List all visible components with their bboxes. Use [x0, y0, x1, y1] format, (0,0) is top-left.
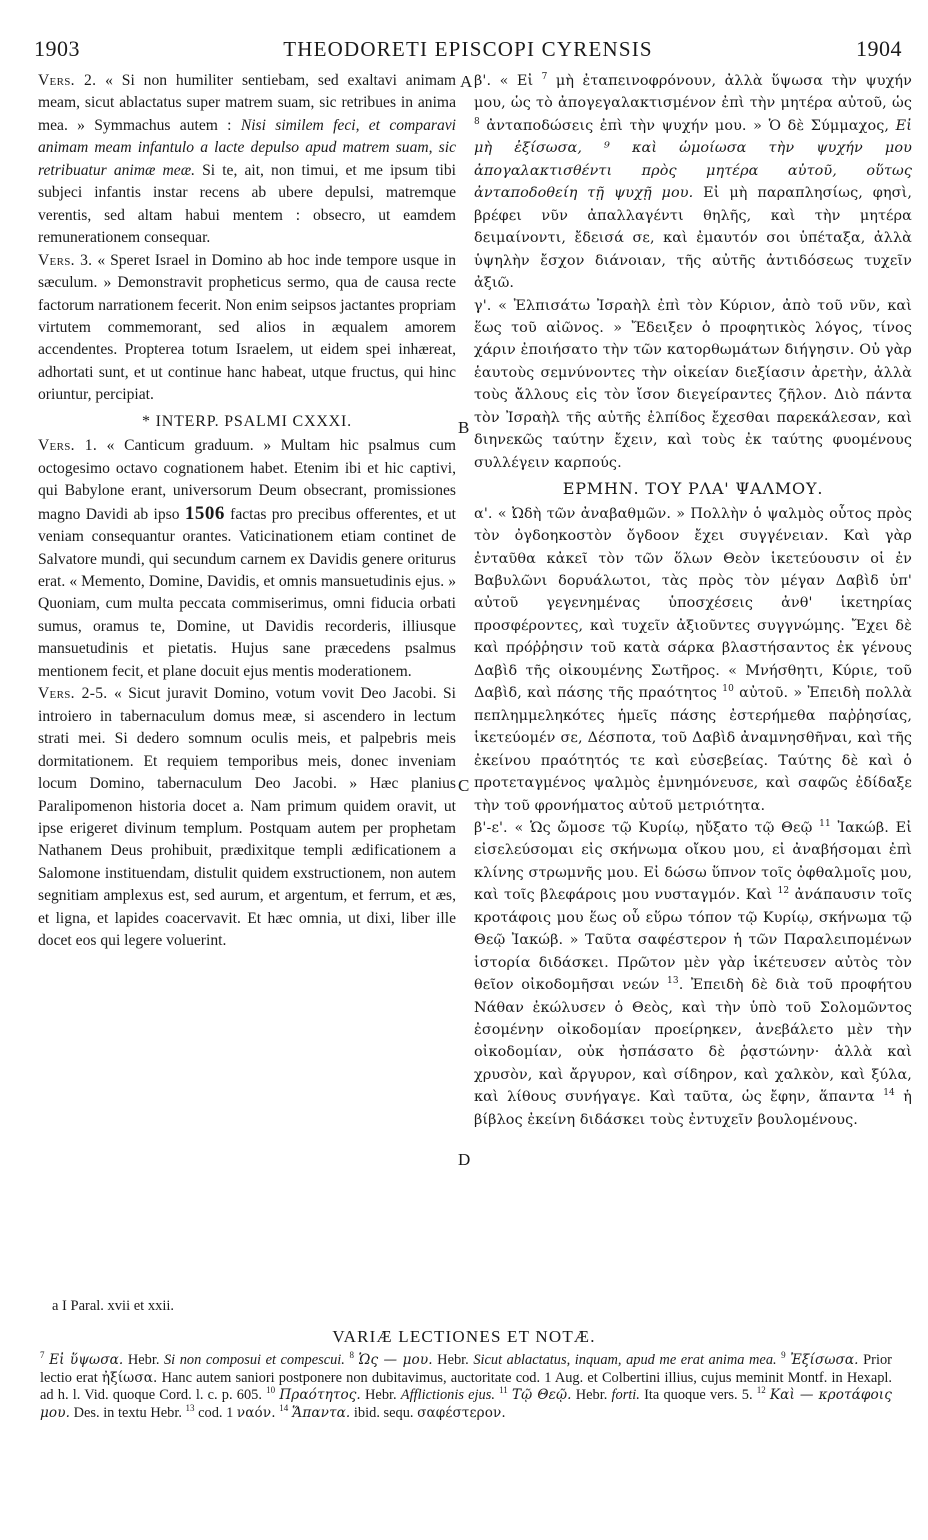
note-number: 13: [185, 1402, 195, 1413]
note-text: Ita quoque vers. 5.: [639, 1387, 757, 1404]
verse-label: Vers. 3.: [38, 251, 93, 269]
verse-italic: Nisi similem feci, et comparavi animam meam infantulo a lacte depulso apud matrem suam, sic retribuatur animæ meæ.: [38, 116, 457, 179]
note-text: ibid. sequ.: [350, 1404, 418, 1421]
left-page-number: 1903: [34, 36, 80, 61]
note-number: 7: [40, 1350, 45, 1361]
note-number: 10: [266, 1385, 276, 1396]
note-italic: Sicut ablactatus, inquam, apud me erat anima mea.: [473, 1352, 777, 1368]
verse-text: Εἰ μὴ παραπλησίως, φησὶ, βρέφει νῦν ἀπαλλαγέντι θηλῆς, καὶ τὴν μητέρα δειμαίνοντι, ἔδεισά σε, καὶ ἐμαυτόν σοι ὑπέταξα, ἀλλὰ ὑψηλὴν ἔσχον διάνοιαν, τῆς αὐτῆς ἀντιδόσεως τυχεῖν ἀξιῶ.: [474, 185, 913, 292]
greek-column: [474, 70, 912, 1131]
note-ref: 10: [722, 684, 734, 695]
note-italic: Afflictionis ejus.: [400, 1387, 495, 1404]
verse-text: « Canticum graduum. » Multam hic psalmus cum octogesimo octavo cognationem habet. Etenim ibi et hic captivi, qui Babylone erant, universorum Deum obsecrant, promissiones magno Davidi ab ipso: [38, 437, 456, 523]
latin-column: [38, 70, 456, 953]
verse-text: Si te, ait, non timui, et me ipsum tibi subjeci infantis instar recens ab ubere depulsi, matremque verentis, sed altam habui mentem : obsecro, ut eamdem remunerationem consequar.: [38, 161, 456, 247]
note-lemma: Καὶ — κροτάφοις μου.: [40, 1387, 892, 1421]
verse-text: μὴ ἐταπεινοφρόνουν, ἀλλὰ ὕψωσα τὴν ψυχήν μου, ὡς τὸ ἀπογεγαλακτισμένον ἐπὶ τὴν μητέρα αὐτοῦ, ὡς: [474, 73, 912, 112]
note-ref: 8: [474, 117, 480, 128]
note-ref: 14: [883, 1088, 895, 1099]
note-ref: 12: [777, 886, 790, 897]
verse-label: Vers. 1.: [38, 437, 98, 455]
verse-text: « Ὡς ὤμοσε τῷ Κυρίῳ, ηὔξατο τῷ Θεῷ: [507, 819, 820, 836]
note-lemma: Εἰ ὕψωσα.: [49, 1352, 124, 1368]
verse-text: factas pro precibus offerentes, et ut veniam consequantur orantes. Vaticinationem etiam continet de Salvatore mundi, qui secundum carnem ex Davidis genere oriturus erat. « Memento, Domine, Davidis, et omnis mansuetudinis ejus. » Quoniam, cum multa peccata commiserimus, omni fiducia orbati sumus, oramus te, Domine, ut Davidis recorderis, illiusque mansuetudinis et pietatis. Hujus sane præcedens psalmus mentionem fecit, et plane docuit ejus mentis moderationem.: [38, 505, 456, 680]
verse-text: « Ὠδὴ τῶν ἀναβαθμῶν. » Πολλὴν ὁ ψαλμὸς οὗτος πρὸς τὸν ὀγδοηκοστὸν ὄγδοον ἔχει συγγένειαν. Καὶ γὰρ ἐνταῦθα κἀκεῖ τὸν τῶν ὅλων Θεὸν ἱκετεύουσιν οἱ ἐν Βαβυλῶνι δορυάλωτοι, τὰς πρὸς τὸν μέγαν Δαβὶδ ὑπ' αὐτοῦ γεγενημένας ὑποσχέσεις ἀνθ' ἱκετηρίας προσφέροντες, καὶ τυχεῖν ἀξιοῦντες συγγνώμης. Ἔχει δὲ καὶ πρόῤῥησιν τοῦ κατὰ σάρκα βλαστήσαντος ἐκ γένους Δαβὶδ τῆς οἰκουμένης Σωτῆρος. « Μνήσθητι, Κύριε, τοῦ Δαβὶδ, καὶ πάσης τῆς πραότητος: [474, 505, 912, 702]
greek-psalm-heading: ΕΡΜΗΝ. ΤΟΥ ΡΛΑ' ΨΑΛΜΟΥ.: [562, 479, 824, 499]
greek-verse-be: [474, 817, 912, 1131]
note-text: cod. 1: [194, 1404, 237, 1421]
note-greek: ναόν.: [236, 1404, 276, 1421]
marker-c: C: [458, 776, 470, 795]
note-number: 12: [756, 1385, 766, 1396]
verse-label: β'-ε'.: [474, 819, 508, 836]
verse-label: γ'.: [474, 297, 492, 314]
note-number: 8: [349, 1350, 354, 1361]
latin-vers-2-5: [38, 683, 456, 952]
note-text: Prior lectio erat: [40, 1352, 892, 1386]
variant-notes: [40, 1352, 892, 1422]
note-greek: ἠξίωσα.: [101, 1369, 158, 1386]
marker-a: A: [460, 72, 473, 91]
verse-text: « Sicut juravit Domino, votum vovit Deo Jacobi. Si introiero in tabernaculum domus meæ, si ascendero in lectum strati mei. Si dedero somnum oculis meis, et palpebris meis dormitationem. Et requiem temporibus meis, donec inveniam locum Domino, tabernaculum Deo Jacobi. » Hæc planius Paralipomenon historia docet a. Nam primum quidem oravit, ut ipse erigeret divinum templum. Postquam autem per prophetam Nathanem Deus prohibuit, prædixitque templi ædificationem a Salomone instituendam, distulit quidem exstructionem, non autem segnitiam amplexus est, sed aurum, et argentum, et ferrum, et æs, et ligna, et lapides coacervavit. Et hæc omnia, ut dixi, liber ille docet eos qui legere voluerint.: [38, 685, 456, 950]
verse-label: α'.: [474, 505, 493, 522]
note-lemma: Ἐξίσωσα.: [790, 1352, 859, 1368]
note-lemma: Ὡς — μου.: [358, 1352, 433, 1368]
note-text: Hebr.: [432, 1352, 474, 1368]
note-greek: σαφέστερον.: [417, 1404, 506, 1421]
verse-label: Vers. 2.: [38, 72, 97, 89]
running-title: THEODORETI EPISCOPI CYRENSIS: [283, 37, 653, 61]
greek-verse-a: [474, 503, 912, 817]
verse-text: . Ἐπειδὴ δὲ διὰ τοῦ προφήτου Νάθαν ἐκώλυσεν ὁ Θεὸς, καὶ τὴν ὑπὸ τοῦ Σολομῶντος ἐσομένην οἰκοδομίαν προείρηκεν, ἀνεβάλετο μὲν τὴν οἰκοδομίαν, οὐκ ἠσπάσατο δὲ ῥᾳστώνην· ἀλλὰ καὶ χρυσὸν, καὶ ἄργυρον, καὶ σίδηρον, καὶ χαλκὸν, καὶ ξύλα, καὶ λίθους συνήγαγε. Καὶ ταῦτα, ὡς ἔφην, ἅπαντα: [474, 977, 912, 1106]
note-ref: 13: [667, 976, 679, 987]
latin-vers-1: [38, 435, 456, 683]
notes-heading: VARIÆ LECTIONES ET NOTÆ.: [332, 1327, 596, 1346]
column-number: 1506: [184, 502, 225, 524]
latin-vers-3: [38, 250, 456, 407]
source-footnote: a I Paral. xvii et xxii.: [52, 1298, 175, 1314]
verse-text: « Εἰ: [491, 73, 542, 89]
note-number: 11: [499, 1385, 508, 1396]
verse-text: ἀνταποδώσεις ἐπὶ τὴν ψυχήν μου. » Ὁ δὲ Σύμμαχος,: [479, 117, 896, 134]
verse-text: ἡ βίβλος ἐκείνη διδάσκει τοὺς ἐντυχεῖν βουλομένους.: [474, 1089, 912, 1128]
marker-d: D: [458, 1150, 471, 1169]
verse-text: « Speret Israel in Domino ab hoc inde tempore usque in sæculum. » Demonstravit propheticus sermo, qua de causa recte factorum narrationem fecerit. Non enim seipsos jactantes propriam virtutem commemorant, sed alios in æqualem amorem accendentes. Propterea totum Israelem, ut eidem spei inhæreat, adhortati sunt, et ut continue hanc habeat, utque fructus, qui hinc oriuntur, percipiat.: [38, 251, 457, 404]
note-number: 9: [781, 1350, 786, 1361]
marker-b: B: [458, 418, 470, 437]
verse-text: ἀνάπαυσιν τοῖς κροτάφοις μου ἕως οὗ εὕρω τόπον τῷ Κυρίῳ, σκήνωμα τῷ Θεῷ Ἰακώβ. » Ταῦτα σαφέστερον ἡ τῶν Παραλειπομένων ἱστορία διδάσκει. Πρῶτον μὲν γὰρ ἱκέτευσεν αὐτὸς τὸν θεῖον οἰκοδομῆσαι νεών: [474, 887, 912, 994]
note-text: Hebr.: [571, 1387, 612, 1404]
note-ref: 11: [819, 819, 831, 830]
verse-text: « Ἐλπισάτω Ἰσραὴλ ἐπὶ τὸν Κύριον, ἀπὸ τοῦ νῦν, καὶ ἕως τοῦ αἰῶνος. » Ἔδειξεν ὁ προφητικὸς λόγος, τίνος χάριν ἐποιήσατο τὴν τῶν κατορθωμάτων διήγησιν. Οὐ γὰρ ἑαυτοὺς σεμνύνοντες τὴν οἰκείαν διεξίασιν ἀρετὴν, ἀλλὰ τοὺς ἄλλους εἰς τὸν ἴσον διεγείραντες ζῆλον. Διὸ πάντα τὸν Ἰσραὴλ τῆς αὐτῆς ἐλπίδος ἔχεσθαι παρεκάλεσαν, καὶ διηνεκῶς ταύτην ἔχειν, καὶ τοὺς ἐκ ταύτης φυομένους συλλέγειν καρπούς.: [474, 297, 912, 471]
page-header: [34, 36, 902, 68]
note-lemma: Ἅπαντα.: [291, 1404, 351, 1421]
verse-italic: Εἰ μὴ ἐξίσωσα, ⁹ καὶ ὡμοίωσα τὴν ψυχήν μου ἀπογαλακτισθέντι πρὸς μητέρα αὐτοῦ, οὕτως ἀνταποδοθείη τῇ ψυχῇ μου.: [474, 117, 912, 202]
latin-psalm-heading: * INTERP. PSALMI CXXXI.: [142, 412, 352, 430]
note-lemma: Τῷ Θεῷ.: [511, 1387, 572, 1404]
note-text: Hebr.: [123, 1352, 164, 1368]
note-text: Hanc autem saniori postponere non dubitavimus, auctoritate cod. 1 Aug. et Colbertini illius, cujus meminit Montf. in Hexapl. ad h. l. Vid. quoque Cord. l. c. p. 605.: [40, 1369, 892, 1404]
note-ref: 7: [541, 72, 548, 83]
greek-verse-g: [474, 295, 912, 475]
note-number: 14: [279, 1402, 289, 1413]
note-text: Hebr.: [360, 1387, 401, 1404]
latin-vers-2: [38, 70, 456, 250]
verse-label: Vers. 2-5.: [38, 685, 108, 703]
note-text: Des. in textu Hebr.: [70, 1404, 186, 1421]
note-italic: Si non composui et compescui.: [163, 1352, 345, 1368]
verse-text: « Si non humiliter sentiebam, sed exaltavi animam meam, sicut ablactatus super matrem suam, sic retribues in anima mea. » Symmachus autem :: [38, 72, 457, 134]
note-italic: forti.: [611, 1387, 640, 1404]
right-page-number: 1904: [856, 36, 902, 61]
note-lemma: Πραότητος.: [279, 1387, 361, 1404]
greek-verse-b: [474, 70, 912, 295]
verse-text: Ἰακώβ. Εἰ εἰσελεύσομαι εἰς σκήνωμα οἴκου μου, εἰ ἀναβήσομαι ἐπὶ κλίνης στρωμνῆς μου. Εἰ δώσω ὕπνον τοῖς ὀφθαλμοῖς μου, καὶ τοῖς βλεφάροις μου νυσταγμόν. Καὶ: [474, 819, 912, 904]
verse-label: β'.: [474, 73, 492, 89]
verse-text: αὐτοῦ. » Ἐπειδὴ πολλὰ πεπλημμεληκότες ἡμεῖς πάσης ἐστερήμεθα παῤῥησίας, ἱκετεύομέν σε, Δέσποτα, τοῦ Δαβὶδ ἀναμνησθῆναι, καὶ τῆς ἐκείνου πραότητός τε καὶ εὐσεβείας. Ταύτης δὲ καὶ ὁ προτεταγμένος ψαλμὸς ἐμνημόνευσε, καὶ σαφῶς ἐδίδαξε τὴν τοῦ φρονήματος αὐτοῦ μετριότητα.: [474, 685, 912, 814]
